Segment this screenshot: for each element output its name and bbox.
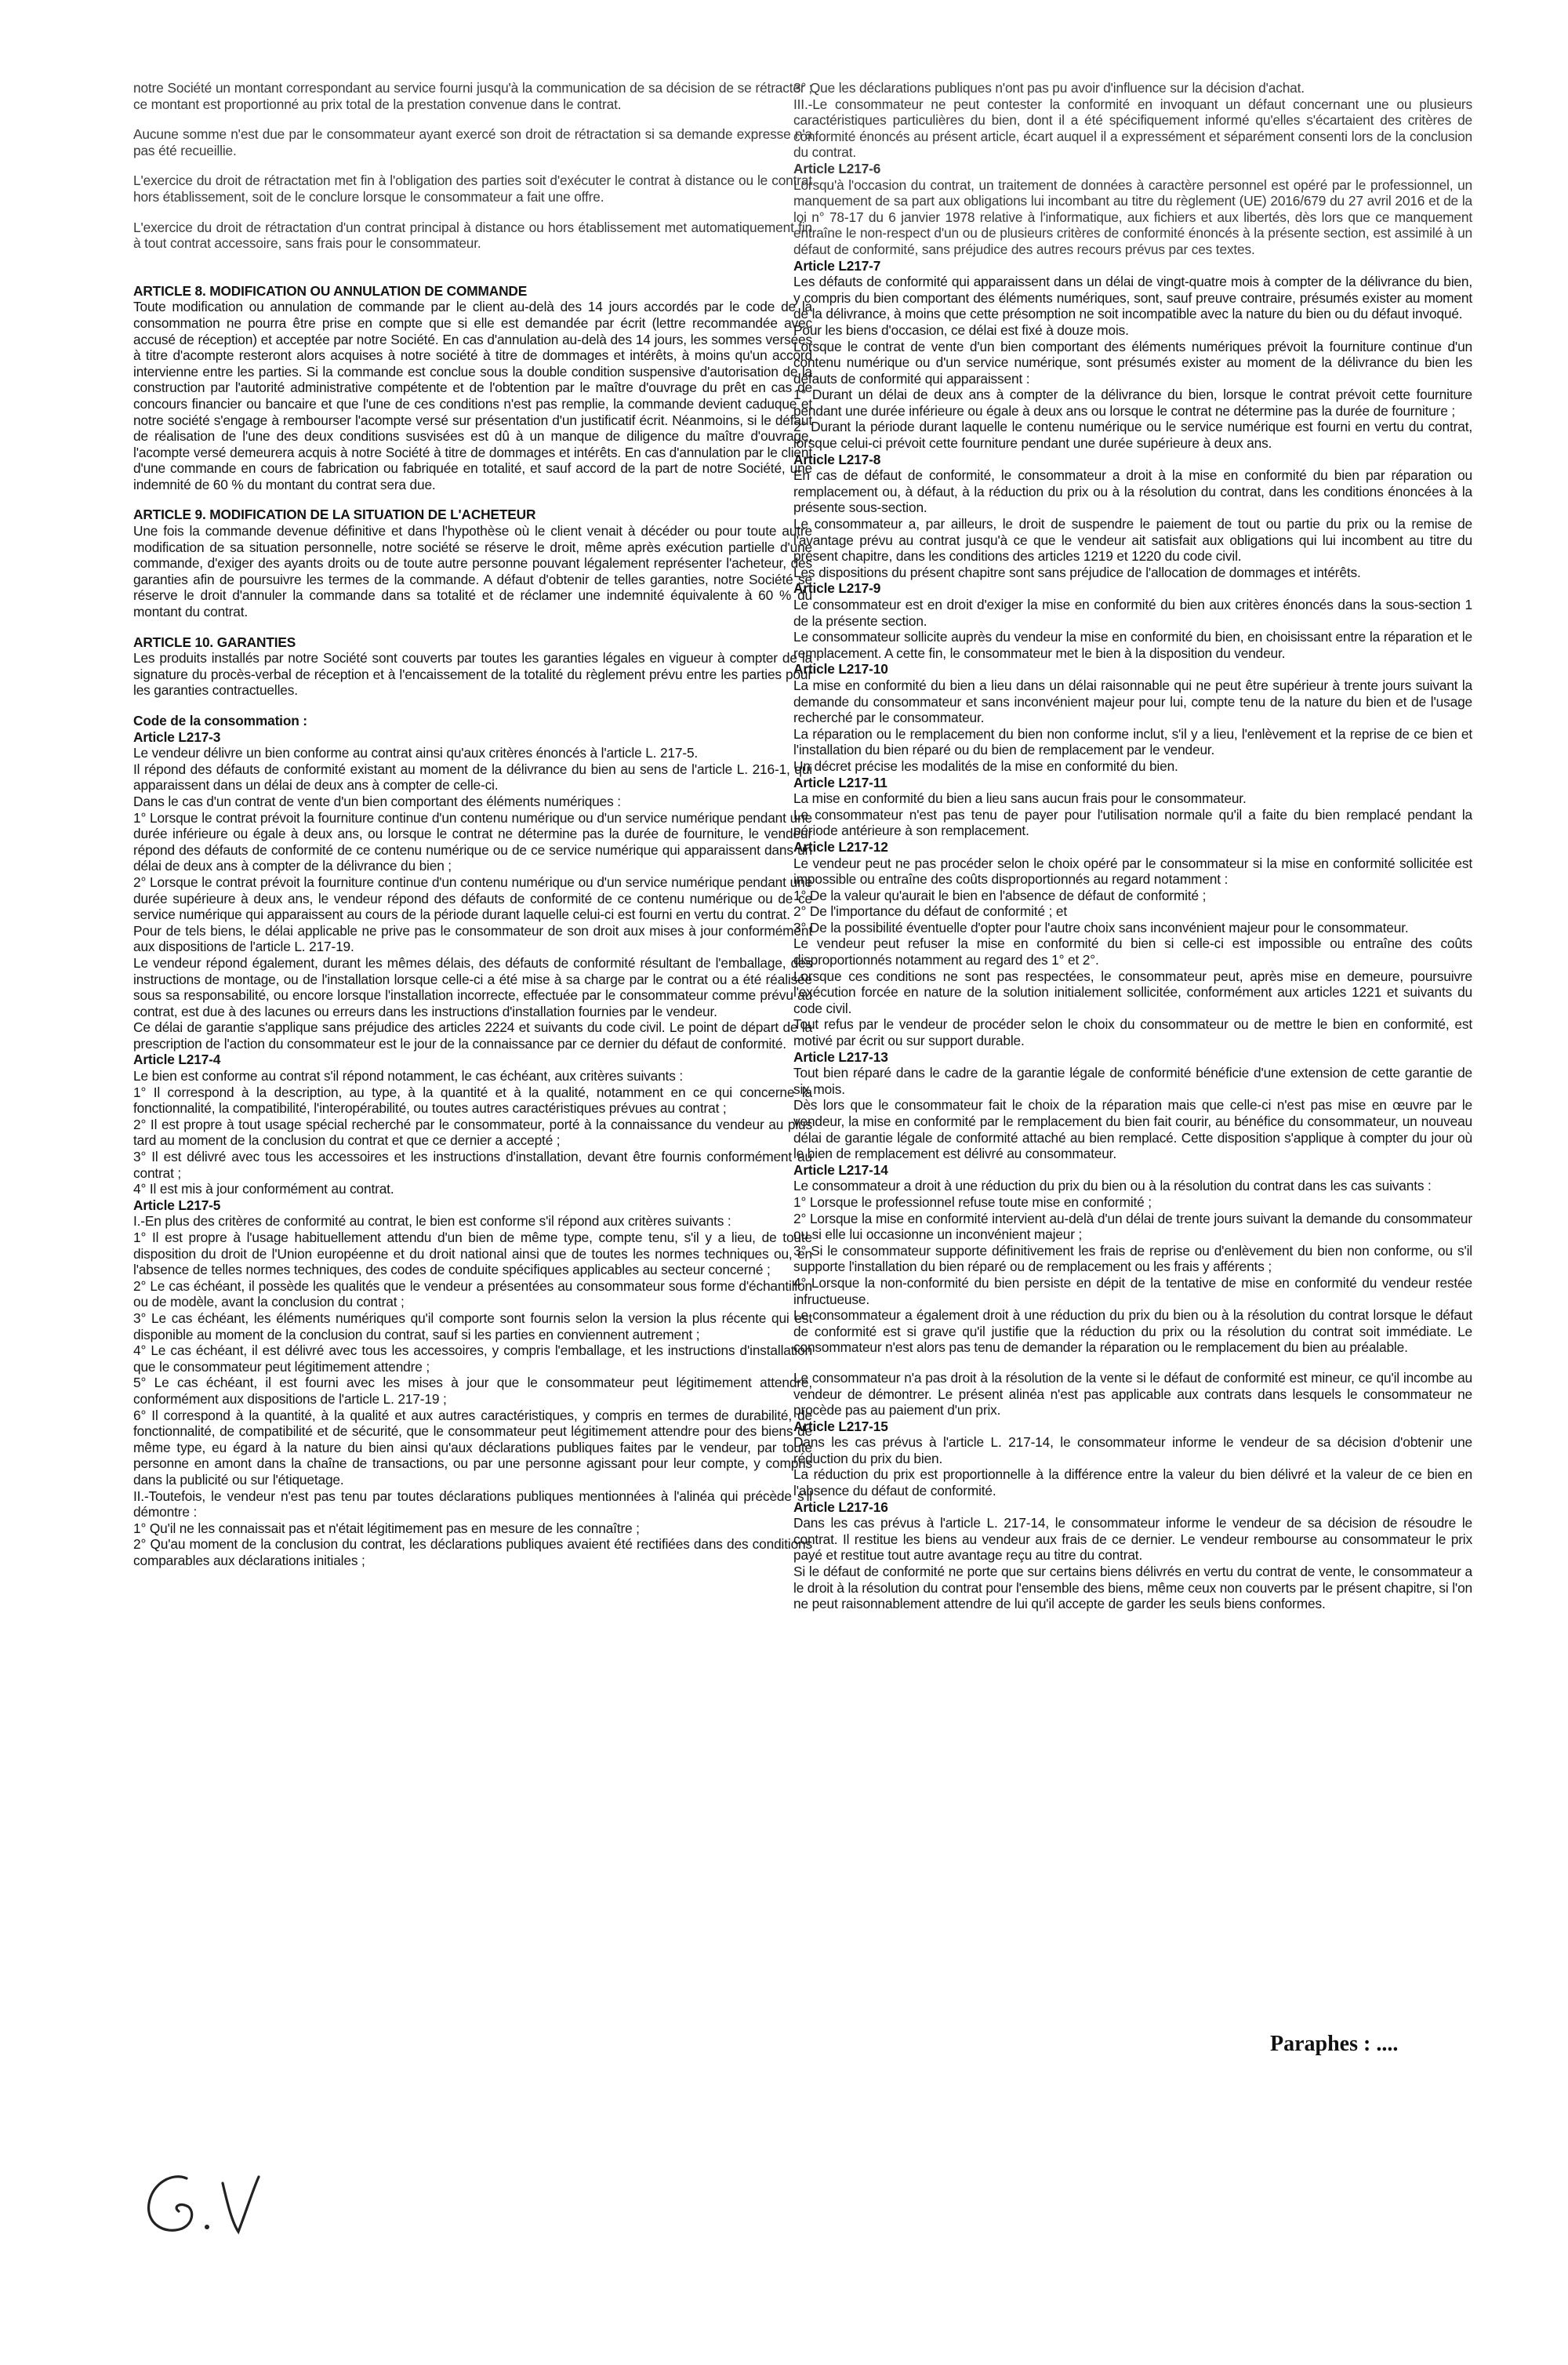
intro-paragraph: notre Société un montant correspondant au service fourni jusqu'à la communication de sa décision de se rétracter ; ce montant est proportionné au prix total de la prestation convenue dans le contrat. [133,80,812,112]
intro-paragraph: L'exercice du droit de rétractation met fin à l'obligation des parties soit d'exécuter le contrat à distance ou le contrat hors établissement, soit de le conclure lorsque le consommateur a fait une offre. [133,173,812,205]
article-paragraph: Les dispositions du présent chapitre sont sans préjudice de l'allocation de dommages et intérêts. [793,564,1361,580]
article-paragraph: Le bien est conforme au contrat s'il répond notamment, le cas échéant, aux critères suivants : [133,1068,683,1084]
article-paragraph: III.-Le consommateur ne peut contester la conformité en invoquant un défaut concernant une ou plusieurs caractéristiques particulières du bien, dont il a été spécifiquement informé qu'elles s'écartaient des critères de conformité énoncés au présent article, écart auquel il a expressément et séparément consenti lors de la conclusion du contrat. [793,96,1472,161]
article-paragraph: 2° De l'importance du défaut de conformité ; et [793,903,1067,920]
article-paragraph: En cas de défaut de conformité, le consommateur a droit à la mise en conformité du bien par réparation ou remplacement ou, à défaut, à la réduction du prix ou à la résolution du contrat, dans les conditions énoncées à la présente sous-section. [793,467,1472,516]
article-paragraph: 2° Lorsque la mise en conformité intervient au-delà d'un délai de trente jours suivant la demande du consommateur ou si elle lui occasionne un inconvénient majeur ; [793,1210,1472,1243]
article-10-text: Les produits installés par notre Société sont couverts par toutes les garanties légales en vigueur à compter de la signature du procès-verbal de réception et à l'encaissement de la totalité du règlement prévu entre les parties pour les garanties contractuelles. [133,650,812,699]
article-paragraph: Il répond des défauts de conformité existant au moment de la délivrance du bien au sens de l'article L. 216-1, qui apparaissent dans un délai de deux ans à compter de celle-ci. [133,761,812,794]
article-paragraph: Les défauts de conformité qui apparaissent dans un délai de vingt-quatre mois à compter de la délivrance du bien, y compris du bien comportant des éléments numériques, sont, sauf preuve contraire, présumés exister au moment de la délivrance, à moins que cette présomption ne soit incompatible avec la nature du bien ou du défaut invoqué. [793,274,1472,322]
article-paragraph: 1° De la valeur qu'aurait le bien en l'absence de défaut de conformité ; [793,887,1207,903]
code-consommation-title: Code de la consommation : [133,713,307,728]
article-paragraph: 1° Lorsque le contrat prévoit la fourniture continue d'un contenu numérique ou d'un service numérique pendant une durée inférieure ou égale à deux ans, ou lorsque le contrat ne détermine pas la durée de fourniture, le vendeur répond des défauts de conformité de ce contenu numérique ou de ce service numérique qui apparaissent dans un délai de deux ans à compter de la délivrance du bien ; [133,809,812,874]
article-l217-10-title: Article L217-10 [793,661,888,678]
article-paragraph: Si le défaut de conformité ne porte que sur certains biens délivrés en vertu du contrat de vente, le consommateur a le droit à la résolution du contrat pour l'ensemble des biens, même ceux non couverts par le présent chapitre, si l'on ne peut raisonnablement attendre de lui qu'il accepte de garder les seuls biens conformes. [793,1564,1472,1612]
article-paragraph: Dans les cas prévus à l'article L. 217-14, le consommateur informe le vendeur de sa décision d'obtenir une réduction du prix du bien. [793,1434,1472,1466]
article-paragraph: Dans le cas d'un contrat de vente d'un bien comportant des éléments numériques : [133,793,621,809]
article-paragraph: 4° Le cas échéant, il est délivré avec tous les accessoires, y compris l'emballage, et les instructions d'installation que le consommateur peut légitimement attendre ; [133,1342,812,1375]
article-paragraph: Lorsque le contrat de vente d'un bien comportant des éléments numériques prévoit la fourniture continue d'un contenu numérique ou d'un service numérique, sont présumés exister au moment de la délivrance du bien les défauts de conformité qui apparaissent : [793,338,1472,387]
article-paragraph: Le consommateur a également droit à une réduction du prix du bien ou à la résolution du contrat lorsque le défaut de conformité est si grave qu'il justifie que la réduction du prix ou la résolution du contrat soit immédiate. Le consommateur n'est alors pas tenu de demander la réparation ou le remplacement du bien au préalable. [793,1307,1472,1356]
article-paragraph: Le consommateur sollicite auprès du vendeur la mise en conformité du bien, en choisissant entre la réparation et le remplacement. A cette fin, le consommateur met le bien à la disposition du vendeur. [793,629,1472,661]
article-paragraph: Tout bien réparé dans le cadre de la garantie légale de conformité bénéficie d'une extension de cette garantie de six mois. [793,1065,1472,1097]
article-paragraph: 3° Si le consommateur supporte définitivement les frais de reprise ou d'enlèvement du bien non conforme, ou s'il supporte l'installation du bien réparé ou de remplacement ou les frais y afférents ; [793,1242,1472,1275]
article-paragraph: 2° Le cas échéant, il possède les qualités que le vendeur a présentées au consommateur sous forme d'échantillon ou de modèle, avant la conclusion du contrat ; [133,1277,812,1310]
article-paragraph: Lorsqu'à l'occasion du contrat, un traitement de données à caractère personnel est opéré par le professionnel, un manquement de sa part aux obligations lui incombant au titre du règlement (UE) 2016/679 du 27 avril 2016 et de la loi n° 78-17 du 6 janvier 1978 relative à l'informatique, aux fichiers et aux libertés, dès lors que ce manquement entraîne le non-respect d'un ou de plusieurs critères de conformité énoncés à la présente section, est assimilé à un défaut de conformité, sans préjudice des autres recours prévus par ces textes. [793,176,1472,257]
article-paragraph: La mise en conformité du bien a lieu sans aucun frais pour le consommateur. [793,790,1247,807]
article-9-title: ARTICLE 9. MODIFICATION DE LA SITUATION DE L'ACHETEUR [133,507,536,523]
article-paragraph: 4° Lorsque la non-conformité du bien persiste en dépit de la tentative de mise en conformité du vendeur restée infructueuse. [793,1274,1472,1307]
article-paragraph: 1° Durant un délai de deux ans à compter de la délivrance du bien, lorsque le contrat prévoit cette fourniture pendant une durée inférieure ou égale à deux ans ou lorsque le contrat ne détermine pas la durée de fourniture ; [793,387,1472,419]
article-l217-14-title: Article L217-14 [793,1161,888,1178]
article-9-text: Une fois la commande devenue définitive et dans l'hypothèse où le client venait à décéder ou pour toute autre modification de sa situation personnelle, notre société se réserve le droit, même après exécution partielle d'une commande, d'exiger des ayants droits ou de toute autre personne pouvant légalement représenter l'acheteur, des garanties afin de poursuivre les termes de la commande. A défaut d'obtenir de telles garanties, notre Société se réserve le droit d'annuler la commande dans sa totalité et de réclamer une indemnité équivalente à 60 % du montant du contrat. [133,523,812,620]
article-paragraph: 5° Le cas échéant, il est fourni avec les mises à jour que le consommateur peut légitimement attendre, conformément aux dispositions de l'article L. 217-19 ; [133,1375,812,1407]
article-paragraph: Le vendeur peut refuser la mise en conformité du bien si celle-ci est impossible ou entraîne des coûts disproportionnés notamment au regard des 1° et 2°. [793,935,1472,968]
article-l217-8-title: Article L217-8 [793,451,881,467]
article-paragraph: Le consommateur est en droit d'exiger la mise en conformité du bien aux critères énoncés dans la sous-section 1 de la présente section. [793,597,1472,629]
article-paragraph: La réduction du prix est proportionnelle à la différence entre la valeur du bien délivré et la valeur de ce bien en l'absence du défaut de conformité. [793,1466,1472,1499]
article-l217-6-title: Article L217-6 [793,160,881,176]
article-paragraph: Pour de tels biens, le délai applicable ne prive pas le consommateur de son droit aux mises à jour conformément aux dispositions de l'article L. 217-19. [133,922,812,955]
article-l217-15-title: Article L217-15 [793,1418,888,1434]
article-l217-13-title: Article L217-13 [793,1048,888,1065]
article-8-text: Toute modification ou annulation de commande par le client au-delà des 14 jours accordés par le code de la consommation ne pourra être prise en compte que si elle est demandée par écrit (lettre recommandée avec accusé de réception) et acceptée par notre Société. En cas d'annulation au-delà des 14 jours, les sommes versées à titre d'acompte resteront alors acquises à notre société à titre de dommages et intérêts, à moins qu'un accord intervienne entre les parties. Si la commande est conclue sous la double condition suspensive d'autorisation de la construction par l'autorité administrative compétente et de l'obtention par le maître d'ouvrage du prêt en cas de concours financier ou bancaire et que l'une de ces conditions n'est pas remplie, la commande devient caduque et notre société s'engage à rembourser l'acompte versé sur présentation d'un justificatif écrit. Néanmoins, si le défaut de réalisation de l'une des deux conditions susvisées est dû à un manque de diligence du maître d'ouvrage, l'acompte versé demeurera acquis à notre Société à titre de dommages et intérêts. En cas d'annulation par le client d'une commande en cours de fabrication ou fabriquée en totalité, et sauf accord de la part de notre Société, une indemnité de 60 % du montant du contrat sera due. [133,299,812,492]
article-l217-16-title: Article L217-16 [793,1499,888,1515]
article-paragraph: 2° Il est propre à tout usage spécial recherché par le consommateur, porté à la connaissance du vendeur au plus tard au moment de la conclusion du contrat et que ce dernier a accepté ; [133,1116,812,1149]
article-paragraph: Le vendeur peut ne pas procéder selon le choix opéré par le consommateur si la mise en conformité sollicitée est impossible ou entraîne des coûts disproportionnés au regard notamment : [793,855,1472,888]
article-paragraph: 1° Qu'il ne les connaissait pas et n'était légitimement pas en mesure de les connaître ; [133,1520,640,1536]
article-l217-7-title: Article L217-7 [793,257,881,274]
article-paragraph: Lorsque ces conditions ne sont pas respectées, le consommateur peut, après mise en demeure, poursuivre l'exécution forcée en nature de la solution initialement sollicitée, conformément aux articles 1221 et suivants du code civil. [793,968,1472,1016]
article-paragraph: 3° Que les déclarations publiques n'ont pas pu avoir d'influence sur la décision d'achat. [793,80,1305,96]
article-paragraph: 1° Il est propre à l'usage habituellement attendu d'un bien de même type, compte tenu, s'il y a lieu, de toute disposition du droit de l'Union européenne et du droit national ainsi que de toutes les normes techniques ou, en l'absence de telles normes techniques, des codes de conduite spécifiques applicables au secteur concerné ; [133,1230,812,1278]
handwritten-initials-signature [141,2156,314,2243]
article-paragraph: 2° Qu'au moment de la conclusion du contrat, les déclarations publiques avaient été rectifiées dans des conditions comparables aux déclarations initiales ; [133,1536,812,1568]
article-paragraph: Le vendeur délivre un bien conforme au contrat ainsi qu'aux critères énoncés à l'article L. 217-5. [133,745,699,761]
article-paragraph: Le consommateur n'est pas tenu de payer pour l'utilisation normale qu'il a faite du bien remplacé pendant la période antérieure à son remplacement. [793,806,1472,839]
article-paragraph: 3° De la possibilité éventuelle d'opter pour l'autre choix sans inconvénient majeur pour le consommateur. [793,919,1409,935]
article-paragraph: 3° Le cas échéant, les éléments numériques qu'il comporte sont fournis selon la version la plus récente qui est disponible au moment de la conclusion du contrat, sauf si les parties en conviennent autrement ; [133,1310,812,1342]
article-l217-5-title: Article L217-5 [133,1197,221,1213]
intro-paragraph: Aucune somme n'est due par le consommateur ayant exercé son droit de rétractation si sa demande expresse n'a pas été recueillie. [133,126,812,158]
article-l217-11-title: Article L217-11 [793,774,887,790]
article-8-title: ARTICLE 8. MODIFICATION OU ANNULATION DE COMMANDE [133,282,528,299]
article-paragraph: 2° Lorsque le contrat prévoit la fourniture continue d'un contenu numérique ou d'un service numérique pendant une durée supérieure à deux ans, le vendeur répond des défauts de conformité de ce contenu numérique ou de ce service numérique qui apparaissent au cours de la période durant laquelle celui-ci est fourni en vertu du contrat. [133,874,812,923]
article-10-title: ARTICLE 10. GARANTIES [133,634,296,650]
article-paragraph: II.-Toutefois, le vendeur n'est pas tenu par toutes déclarations publiques mentionnées à l'alinéa qui précède s'il démontre : [133,1488,812,1520]
article-l217-9-title: Article L217-9 [793,580,881,597]
article-paragraph: Un décret précise les modalités de la mise en conformité du bien. [793,757,1178,774]
article-paragraph: Le consommateur a, par ailleurs, le droit de suspendre le paiement de tout ou partie du prix ou la remise de l'avantage prévu au contrat jusqu'à ce que le vendeur ait satisfait aux obligations qui lui incombent au titre du présent chapitre, dans les conditions des articles 1219 et 1220 du code civil. [793,516,1472,565]
article-l217-4-title: Article L217-4 [133,1052,221,1068]
right-column [793,80,1472,1612]
article-paragraph: Le consommateur a droit à une réduction du prix du bien ou à la résolution du contrat dans les cas suivants : [793,1178,1432,1194]
article-paragraph: 1° Il correspond à la description, au type, à la quantité et à la qualité, notamment en ce qui concerne la fonctionnalité, la compatibilité, l'interopérabilité, ou toutes autres caractéristiques prévues au contrat ; [133,1084,812,1117]
intro-paragraph: L'exercice du droit de rétractation d'un contrat principal à distance ou hors établissement met automatiquement fin à tout contrat accessoire, sans frais pour le consommateur. [133,219,812,252]
article-paragraph: Pour les biens d'occasion, ce délai est fixé à douze mois. [793,322,1129,338]
paraphes-label: Paraphes : .... [1270,2032,1399,2056]
article-paragraph: I.-En plus des critères de conformité au contrat, le bien est conforme s'il répond aux critères suivants : [133,1213,731,1230]
article-paragraph: Le vendeur répond également, durant les mêmes délais, des défauts de conformité résultant de l'emballage, des instructions de montage, ou de l'installation lorsque celle-ci a été mise à sa charge par le contrat ou a été réalisée sous sa responsabilité, ou encore lorsque l'installation incorrecte, effectuée par le consommateur comme prévu au contrat, est due à des lacunes ou erreurs dans les instructions d'installation fournies par le vendeur. [133,954,812,1019]
left-column [133,80,812,1568]
article-paragraph: Tout refus par le vendeur de procéder selon le choix du consommateur ou de mettre le bien en conformité, est motivé par écrit ou sur support durable. [793,1016,1472,1049]
article-paragraph: 4° Il est mis à jour conformément au contrat. [133,1181,394,1197]
article-paragraph: Dès lors que le consommateur fait le choix de la réparation mais que celle-ci n'est pas mise en œuvre par le vendeur, la mise en conformité par le remplacement du bien fait courir, au bénéfice du consommateur, un nouveau délai de garantie légale de conformité attaché au bien remplacé. Cette disposition s'applique à compter du jour où le bien de remplacement est délivré au consommateur. [793,1097,1472,1162]
article-l217-12-title: Article L217-12 [793,838,888,855]
article-paragraph: Ce délai de garantie s'applique sans préjudice des articles 2224 et suivants du code civil. Le point de départ de la prescription de l'action du consommateur est le jour de la connaissance par ce dernier du défaut de conformité. [133,1019,812,1052]
article-paragraph: 2° Durant la période durant laquelle le contenu numérique ou le service numérique est fourni en vertu du contrat, lorsque celui-ci prévoit cette fourniture pendant une durée supérieure à deux ans. [793,419,1472,452]
article-paragraph: Dans les cas prévus à l'article L. 217-14, le consommateur informe le vendeur de sa décision de résoudre le contrat. Il restitue les biens au vendeur aux frais de ce dernier. Le vendeur rembourse au consommateur le prix payé et restitue tout autre avantage reçu au titre du contrat. [793,1515,1472,1564]
article-paragraph: 1° Lorsque le professionnel refuse toute mise en conformité ; [793,1193,1152,1210]
article-paragraph: 3° Il est délivré avec tous les accessoires et les instructions d'installation, devant être fournis conformément au contrat ; [133,1149,812,1181]
article-paragraph: 6° Il correspond à la quantité, à la qualité et aux autres caractéristiques, y compris en termes de durabilité, de fonctionnalité, de compatibilité et de sécurité, que le consommateur peut légitimement attendre pour des biens de même type, eu égard à la nature du bien ainsi qu'aux déclarations publiques faites par le vendeur, par toute personne en amont dans la chaîne de transactions, ou par une personne agissant pour leur compte, y compris dans la publicité ou sur l'étiquetage. [133,1407,812,1488]
article-l217-3-title: Article L217-3 [133,728,221,745]
article-paragraph: La réparation ou le remplacement du bien non conforme inclut, s'il y a lieu, l'enlèvement et la reprise de ce bien et l'installation du bien réparé ou du bien de remplacement par le vendeur. [793,725,1472,758]
article-paragraph: Le consommateur n'a pas droit à la résolution de la vente si le défaut de conformité est mineur, ce qu'il incombe au vendeur de démontrer. Le présent alinéa n'est pas applicable aux contrats dans lesquels le consommateur ne procède pas au paiement d'un prix. [793,1369,1472,1419]
article-paragraph: La mise en conformité du bien a lieu dans un délai raisonnable qui ne peut être supérieur à trente jours suivant la demande du consommateur et sans inconvénient majeur pour lui, compte tenu de la nature du bien et de l'usage recherché par le consommateur. [793,677,1472,726]
